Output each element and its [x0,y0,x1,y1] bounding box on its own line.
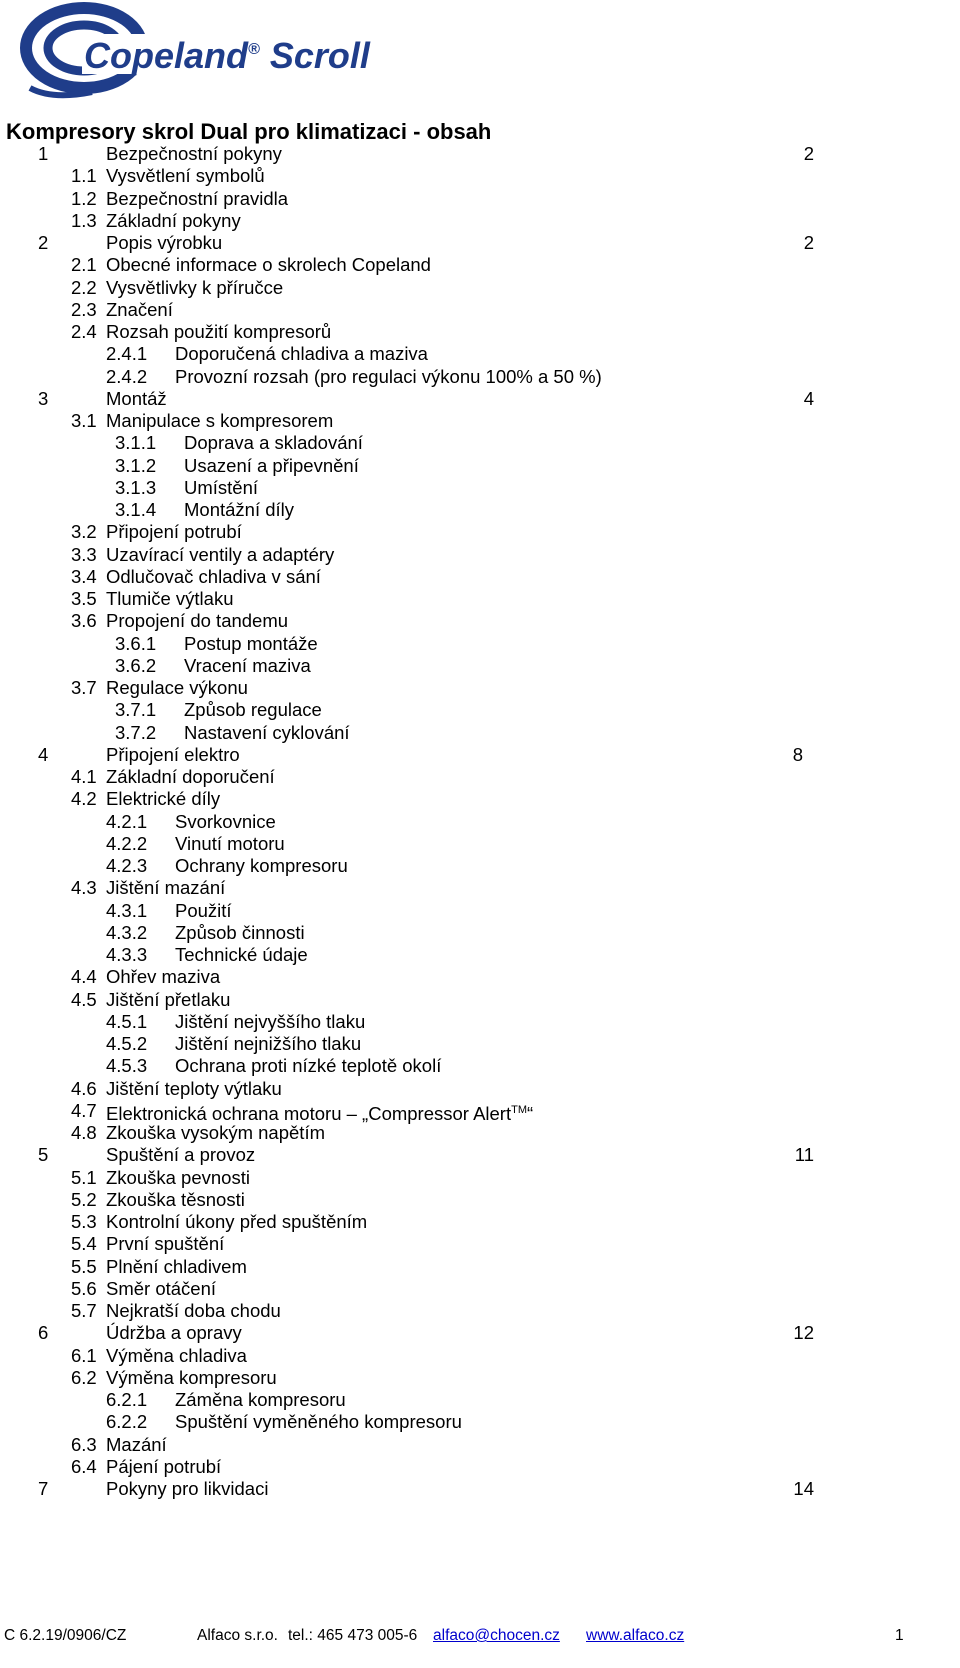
toc-entry-title: Mazání [106,1433,167,1455]
toc-entry-number: 6.4 [71,1455,97,1477]
toc-entry-number: 6 [38,1322,49,1344]
toc-entry [0,543,960,566]
toc-entry-title: Vysvětlivky k příručce [106,276,284,298]
toc-entry [0,676,960,699]
toc-entry [0,253,960,276]
toc-entry-number: 5.7 [71,1300,97,1321]
toc-entry-title: Obecné informace o skrolech Copeland [106,254,431,276]
toc-entry [0,921,960,944]
toc-entry-number: 2.2 [71,276,97,298]
toc-entry [0,1121,960,1144]
toc-entry-number: 3.6.1 [115,632,157,654]
toc-entry-number: 3.7.2 [115,721,157,743]
toc-entry [0,276,960,299]
toc-entry-number: 5.2 [71,1188,97,1210]
email-link[interactable]: alfaco@chocen.cz [433,1627,560,1644]
toc-entry [0,365,960,388]
svg-text:Copeland® Scroll: Copeland® Scroll [84,35,370,76]
toc-entry [0,721,960,744]
toc-entry [0,1388,960,1411]
toc-entry-number: 4.1 [71,766,97,787]
toc-entry [0,1032,960,1055]
toc-entry-number: 1.2 [71,187,97,209]
toc-entry-title: Montáž [106,387,167,409]
toc-entry [0,476,960,499]
toc-entry [0,899,960,922]
toc-entry-number: 3.1.4 [115,499,157,520]
toc-entry [0,765,960,788]
toc-entry-number: 3.1.1 [115,432,157,454]
toc-entry-page: 14 [793,1478,814,1499]
toc-entry-number: 6.2 [71,1366,97,1388]
toc-entry-number: 7 [38,1478,49,1499]
toc-entry-number: 4.3.2 [106,921,148,943]
toc-entry-title: Jištění teploty výtlaku [106,1077,282,1099]
toc-entry-number: 2 [38,232,49,253]
toc-entry-title: Zkouška vysokým napětím [106,1122,325,1143]
toc-entry [0,654,960,677]
toc-entry-title: První spuštění [106,1233,225,1255]
document-code: C 6.2.19/0906/CZ [4,1627,127,1644]
toc-entry-title: Kontrolní úkony před spuštěním [106,1211,368,1232]
toc-entry-title: Ohřev maziva [106,966,221,988]
page-number: 1 [895,1627,904,1644]
toc-entry-number: 4.2.1 [106,810,148,832]
toc-entry-title: Ochrana proti nízké teplotě okolí [175,1055,442,1077]
toc-entry [0,1188,960,1211]
toc-entry [0,231,960,254]
toc-entry-number: 2.4 [71,321,97,342]
toc-entry-page: 2 [803,143,814,164]
toc-entry-title: Elektronická ochrana motoru – „Compressor Alert™“ [106,1102,534,1124]
toc-entry-title: Odlučovač chladiva v sání [106,565,321,587]
toc-entry-title: Zkouška pevnosti [106,1166,250,1188]
toc-entry-number: 1.3 [71,209,97,231]
toc-entry-number: 6.3 [71,1433,97,1455]
toc-entry [0,1232,960,1255]
toc-entry [0,1099,960,1122]
toc-entry-title: Značení [106,298,173,320]
toc-entry-title: Vysvětlení symbolů [106,165,265,187]
toc-entry-title: Propojení do tandemu [106,610,289,632]
copeland-scroll-logo [12,0,372,104]
toc-entry-number: 4.5.1 [106,1010,148,1032]
toc-entry-title: Výměna chladiva [106,1344,247,1366]
toc-entry-title: Záměna kompresoru [175,1389,346,1410]
toc-entry [0,431,960,454]
toc-entry [0,1255,960,1278]
toc-entry-title: Uzavírací ventily a adaptéry [106,543,335,565]
website-link[interactable]: www.alfaco.cz [586,1627,685,1644]
toc-entry-title: Rozsah použití kompresorů [106,321,332,342]
phone-number: tel.: 465 473 005-6 [288,1627,418,1644]
toc-entry-number: 3.2 [71,521,97,543]
toc-entry-title: Doprava a skladování [184,432,363,454]
toc-entry-title: Plnění chladivem [106,1255,247,1277]
toc-entry [0,565,960,588]
toc-entry-number: 4 [38,743,49,765]
toc-entry [0,1010,960,1033]
company-name: Alfaco s.r.o. [197,1627,278,1644]
toc-entry-number: 4.3.3 [106,944,148,965]
toc-entry-page: 2 [803,232,814,253]
toc-entry-number: 1.1 [71,165,97,187]
toc-entry-number: 3.3 [71,543,97,565]
toc-entry [0,187,960,210]
toc-entry-title: Nastavení cyklování [184,721,350,743]
toc-entry [0,965,960,988]
toc-entry [0,1166,960,1189]
toc-entry-page: 11 [794,1144,814,1166]
toc-entry-title: Montážní díly [184,499,295,520]
toc-entry-page: 4 [803,387,814,409]
toc-entry-number: 4.4 [71,966,97,988]
toc-entry [0,1210,960,1233]
toc-entry-number: 5.6 [71,1277,97,1299]
toc-entry [0,1077,960,1100]
toc-entry-title: Vracení maziva [184,654,311,676]
toc-entry-number: 3.7 [71,677,97,698]
toc-entry [0,1277,960,1300]
toc-entry-title: Spuštění vyměněného kompresoru [175,1411,462,1433]
toc-entry-number: 4.5.3 [106,1055,148,1077]
toc-entry-title: Jištění nejvyššího tlaku [175,1010,366,1032]
toc-entry [0,988,960,1011]
toc-entry-title: Nejkratší doba chodu [106,1300,281,1321]
toc-entry [0,698,960,721]
toc-entry [0,943,960,966]
toc-entry [0,1321,960,1344]
toc-entry [0,609,960,632]
toc-entry-number: 5.3 [71,1211,97,1232]
toc-entry-number: 3.1.3 [115,476,157,498]
toc-entry-title: Jištění nejnižšího tlaku [175,1033,362,1054]
toc-entry [0,1143,960,1166]
toc-entry [0,632,960,655]
toc-entry-number: 4.3 [71,877,97,899]
document-title: Kompresory skrol Dual pro klimatizaci - obsah [6,119,492,144]
toc-entry-number: 5.5 [71,1255,97,1277]
toc-entry-title: Zkouška těsnosti [106,1188,245,1210]
toc-entry-number: 4.2 [71,788,97,810]
toc-entry [0,854,960,877]
toc-entry-number: 3.6 [71,610,97,632]
toc-entry [0,1299,960,1322]
toc-entry-title: Umístění [184,476,259,498]
toc-entry-title: Vinutí motoru [175,832,285,854]
toc-entry [0,520,960,543]
toc-entry [0,209,960,232]
page-footer [0,1627,960,1647]
toc-entry-title: Základní doporučení [106,766,275,787]
toc-entry-title: Výměna kompresoru [106,1366,277,1388]
toc-entry-number: 2.1 [71,254,97,276]
toc-entry [0,1477,960,1500]
toc-entry [0,1410,960,1433]
toc-entry [0,810,960,833]
toc-entry-number: 4.3.1 [106,899,148,921]
toc-entry-number: 3.4 [71,565,97,587]
toc-entry-number: 3.1.2 [115,454,157,476]
toc-entry-title: Směr otáčení [106,1277,217,1299]
toc-entry [0,743,960,766]
toc-entry [0,298,960,321]
toc-entry-title: Bezpečnostní pravidla [106,187,289,209]
toc-entry-number: 4.2.3 [106,855,148,876]
toc-entry-title: Tlumiče výtlaku [106,588,234,609]
toc-entry-number: 4.6 [71,1077,97,1099]
registered-mark: ® [248,41,260,58]
toc-entry-title: Pájení potrubí [106,1455,222,1477]
toc-entry-number: 6.1 [71,1344,97,1366]
toc-entry-title: Svorkovnice [175,810,276,832]
toc-entry [0,832,960,855]
toc-entry-title: Spuštění a provoz [106,1144,256,1166]
toc-entry-title: Popis výrobku [106,232,223,253]
toc-entry-title: Usazení a připevnění [184,454,359,476]
toc-entry [0,1366,960,1389]
toc-entry-number: 5 [38,1144,49,1166]
toc-entry-number: 4.8 [71,1122,97,1143]
toc-entry-number: 5.1 [71,1166,97,1188]
toc-entry-title: Pokyny pro likvidaci [106,1478,269,1499]
toc-entry [0,164,960,187]
toc-entry-title: Ochrany kompresoru [175,855,348,876]
toc-entry-title: Bezpečnostní pokyny [106,143,282,164]
toc-entry [0,876,960,899]
toc-entry-title: Postup montáže [184,632,318,654]
toc-entry [0,387,960,410]
toc-entry-title: Regulace výkonu [106,677,248,698]
toc-entry-number: 5.4 [71,1233,97,1255]
toc-entry-number: 2.4.1 [106,343,148,365]
toc-entry [0,1455,960,1478]
toc-entry-number: 4.2.2 [106,832,148,854]
toc-entry-number: 6.2.1 [106,1389,148,1410]
toc-entry-title: Doporučená chladiva a maziva [175,343,428,365]
toc-entry-number: 1 [38,143,49,164]
toc-entry-number: 6.2.2 [106,1411,148,1433]
toc-entry-title: Způsob činnosti [175,921,305,943]
toc-entry-number: 3.7.1 [115,699,157,721]
toc-entry [0,454,960,477]
toc-entry-title: Základní pokyny [106,209,241,231]
toc-entry [0,1344,960,1367]
toc-entry [0,409,960,432]
toc-entry-number: 2.4.2 [106,365,148,387]
toc-entry-title: Jištění mazání [106,877,226,899]
toc-entry [0,587,960,610]
toc-entry-number: 3 [38,387,49,409]
toc-entry [0,1433,960,1456]
toc-entry-number: 4.5 [71,988,97,1010]
toc-entry-title: Manipulace s kompresorem [106,410,334,431]
toc-entry-title: Použití [175,899,232,921]
toc-entry-title: Připojení elektro [106,743,240,765]
toc-entry-number: 4.5.2 [106,1033,148,1054]
toc-entry-title: Údržba a opravy [106,1322,242,1344]
toc-entry-title: Způsob regulace [184,699,322,721]
toc-entry-number: 3.6.2 [115,654,157,676]
toc-entry [0,320,960,343]
toc-entry-number: 3.1 [71,410,97,431]
toc-entry-page: 12 [793,1322,814,1344]
toc-entry-number: 2.3 [71,298,97,320]
toc-entry-title: Elektrické díly [106,788,221,810]
toc-entry [0,142,960,165]
toc-entry-page: 8 [792,743,803,765]
toc-entry [0,342,960,365]
toc-entry [0,498,960,521]
toc-entry-title: Připojení potrubí [106,521,242,543]
toc-entry-title: Provozní rozsah (pro regulaci výkonu 100% a 50 %) [175,365,602,387]
toc-entry-title: Technické údaje [175,944,308,965]
toc-entry [0,1054,960,1077]
toc-entry-title: Jištění přetlaku [106,988,231,1010]
toc-entry-number: 3.5 [71,588,97,609]
toc-entry [0,787,960,810]
toc-entry-number: 4.7 [71,1099,97,1121]
